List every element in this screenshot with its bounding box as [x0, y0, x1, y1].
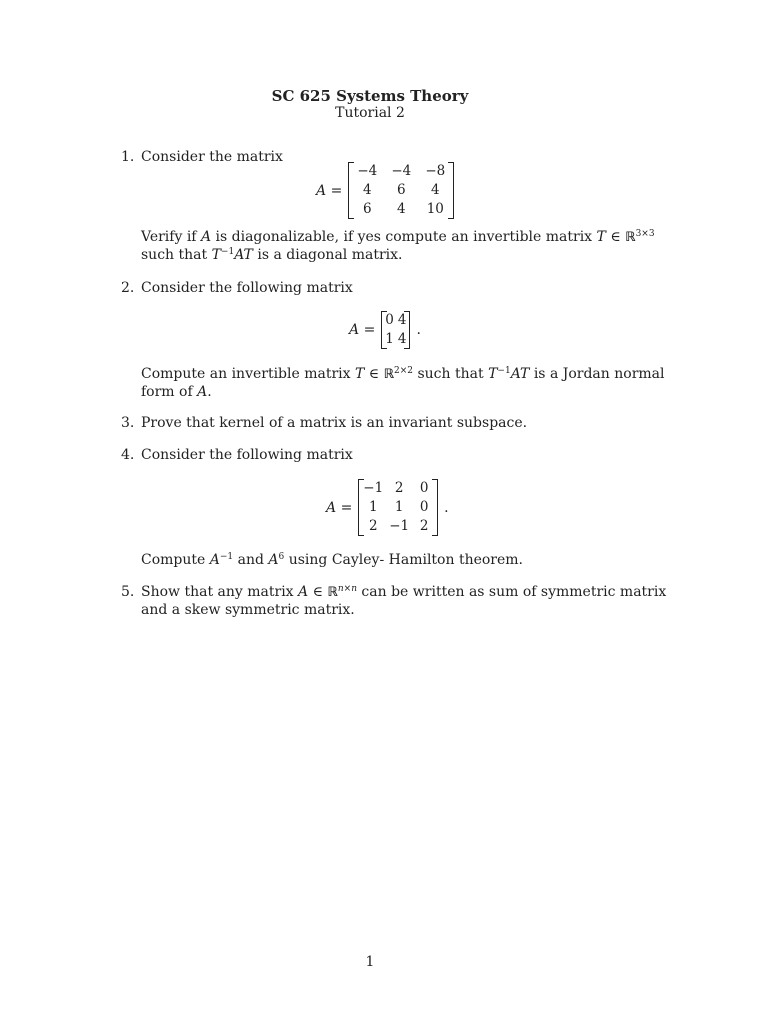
equation-lhs: A = — [349, 322, 376, 338]
problem-text-line: Show that any matrix A ∈ ℝ$^{n\times n}$ can be written as sum of symmetric matrix — [141, 584, 667, 600]
matrix-cell: −4 — [391, 163, 412, 179]
problem-number: 4. — [121, 447, 135, 463]
problem-text-line: Prove that kernel of a matrix is an invariant subspace. — [141, 415, 528, 431]
matrix — [348, 162, 454, 219]
matrix-cell: −1 — [363, 480, 384, 496]
matrix-equation — [316, 162, 454, 219]
matrix-cell: 1 — [368, 499, 378, 515]
matrix-cell: 0 — [419, 499, 429, 515]
page-number: 1 — [365, 954, 375, 970]
matrix-cell: 0 — [385, 312, 394, 328]
problem-intro: Consider the matrix — [141, 149, 283, 165]
matrix-equation: A = −1 2 0 1 1 0 2 −1 2 . — [326, 480, 449, 534]
matrix-cell: 4 — [397, 331, 407, 347]
matrix-cell: 2 — [368, 518, 378, 534]
equation-lhs: A = — [316, 182, 343, 199]
problem-number: 5. — [121, 584, 135, 600]
matrix-cell: 6 — [363, 201, 372, 217]
matrix-cell: 1 — [385, 331, 394, 347]
matrix-cell: 1 — [394, 499, 404, 515]
problem-number: 3. — [121, 415, 135, 431]
problem-text-line: Compute an invertible matrix T ∈ ℝ$^{2\times 2}$ such that $T^{-1}AT$ is a Jordan normal — [141, 366, 665, 382]
problem-intro: Consider the following matrix — [141, 447, 353, 463]
problem-text-line: Compute $A^{-1}$ and $A^6$ using Cayley- Hamilton theorem. — [141, 552, 524, 568]
matrix-cell: 0 — [419, 480, 429, 496]
matrix-cell: −1 — [389, 518, 410, 534]
problem-text-line: and a skew symmetric matrix. — [141, 602, 355, 618]
matrix-equation: A = 0 4 1 4 . — [349, 312, 421, 347]
matrix-cell: 6 — [397, 182, 406, 198]
matrix-cell: 2 — [394, 480, 404, 496]
problem-intro: Consider the following matrix — [141, 280, 353, 296]
matrix-cell: −4 — [357, 163, 378, 179]
problem-number: 1. — [121, 149, 135, 165]
matrix-cell: 4 — [397, 201, 406, 217]
matrix-cell: 4 — [431, 182, 440, 198]
page-title: SC 625 Systems Theory — [271, 87, 469, 105]
matrix — [381, 311, 410, 349]
problem-text-line: form of A. — [141, 384, 212, 400]
matrix-cell: 2 — [419, 518, 429, 534]
matrix-cell: 4 — [397, 312, 407, 328]
matrix — [358, 479, 438, 536]
matrix-cell: 10 — [426, 201, 444, 217]
matrix-cell: 4 — [363, 182, 372, 198]
problem-text-line: Verify if A is diagonalizable, if yes compute an invertible matrix T ∈ ℝ$^{3\times 3}$ — [141, 229, 655, 245]
problem-number: 2. — [121, 280, 135, 296]
page-subtitle: Tutorial 2 — [335, 105, 405, 121]
equation-lhs: A = — [326, 499, 353, 516]
matrix-cell: −8 — [425, 163, 446, 179]
problem-text-line: such that $T^{-1}AT$ is a diagonal matrix. — [141, 247, 403, 263]
